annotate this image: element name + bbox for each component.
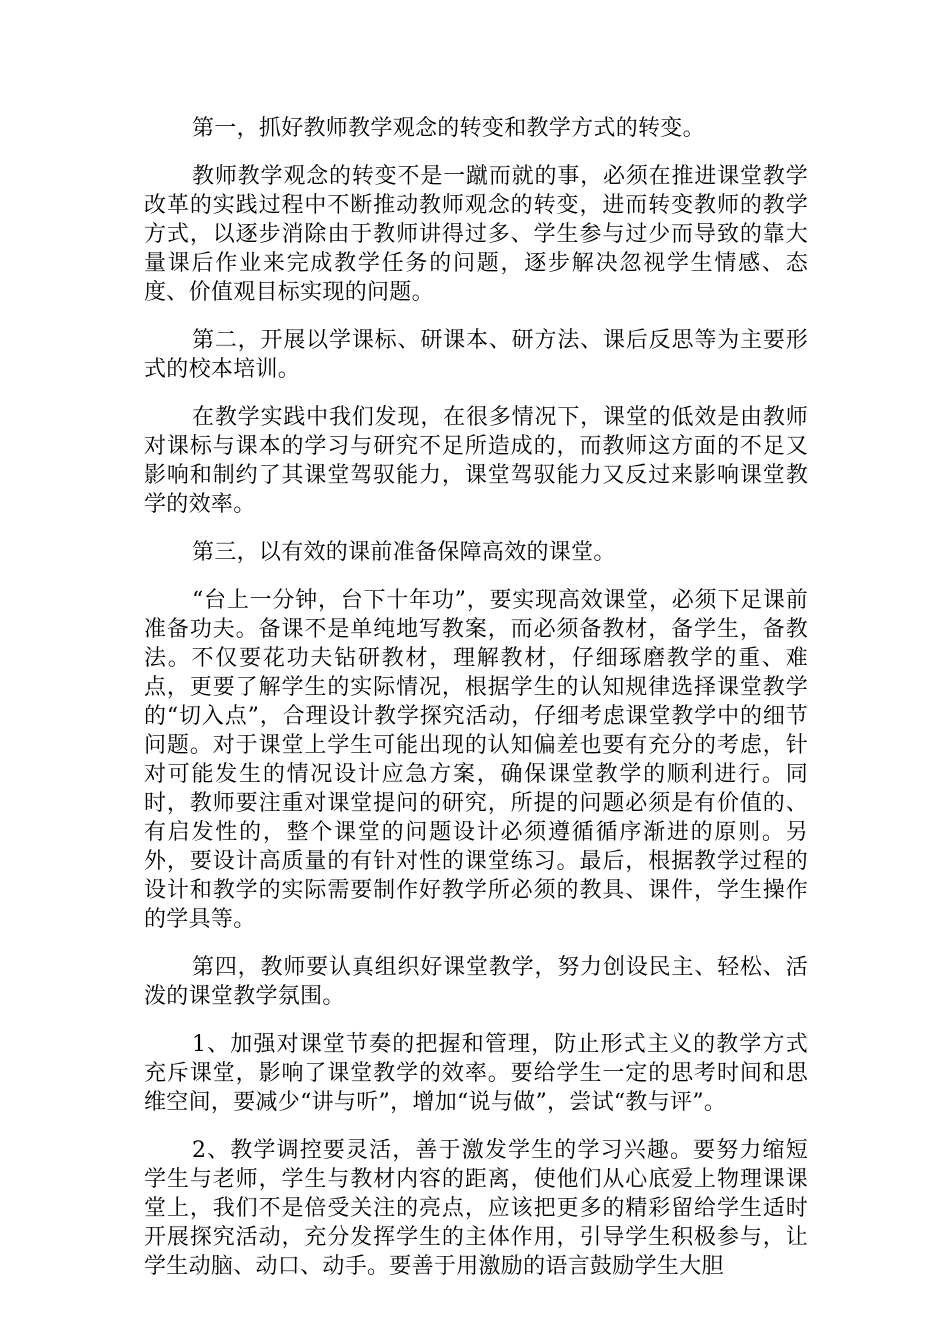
paragraph-teaching-concept: 教师教学观念的转变不是一蹴而就的事，必须在推进课堂教学改革的实践过程中不断推动教师观念的转变，进而转变教师的教学方式，以逐步消除由于教师讲得过多、学生参与过少而导致的靠大量课后作业来完成教学任务的问题，逐步解决忽视学生情感、态度、价值观目标实现的问题。 (144, 164, 808, 305)
paragraph-point-two-heading: 第二，开展以学课标、研课本、研方法、课后反思等为主要形式的校本培训。 (144, 328, 808, 382)
paragraph-low-efficiency: 在教学实践中我们发现，在很多情况下，课堂的低效是由教师对课标与课本的学习与研究不足所造成的，而教师这方面的不足又影响和制约了其课堂驾驭能力，课堂驾驭能力又反过来影响课堂教学的效率。 (144, 405, 808, 517)
paragraph-lesson-preparation: “台上一分钟，台下十年功”，要实现高效课堂，必须下足课前准备功夫。备课不是单纯地写教案，而必须备教材，备学生，备教法。不仅要花功夫钻研教材，理解教材，仔细琢磨教学的重、难点，更要了解学生的实际情况，根据学生的认知规律选择课堂教学的“切入点”，合理设计教学探究活动，仔细考虑课堂教学中的细节问题。对于课堂上学生可能出现的认知偏差也要有充分的考虑，针对可能发生的情况设计应急方案，确保课堂教学的顺利进行。同时，教师要注重对课堂提问的研究，所提的问题必须是有价值的、有启发性的，整个课堂的问题设计必须遵循循序渐进的原则。另外，要设计高质量的有针对性的课堂练习。最后，根据教学过程的设计和教学的实际需要制作好教学所必须的教具、课件，学生操作的学具等。 (144, 588, 808, 932)
paragraph-point-one-heading: 第一，抓好教师教学观念的转变和教学方式的转变。 (192, 116, 705, 141)
paragraph-item-two: 2、教学调控要灵活，善于激发学生的学习兴趣。要努力缩短学生与老师，学生与教材内容的距离，使他们从心底爱上物理课课堂上，我们不是倍受关注的亮点，应该把更多的精彩留给学生适时开展探究活动，充分发挥学生的主体作用，引导学生积极参与，让学生动脑、动口、动手。要善于用激励的语言鼓励学生大胆 (144, 1138, 808, 1279)
paragraph-point-three-heading: 第三，以有效的课前准备保障高效的课堂。 (192, 540, 616, 565)
paragraph-item-one: 1、加强对课堂节奏的把握和管理，防止形式主义的教学方式充斥课堂，影响了课堂教学的效率。要给学生一定的思考时间和思维空间，要减少“讲与听”，增加“说与做”，尝试“教与评”。 (144, 1032, 808, 1115)
paragraph-point-four-heading: 第四，教师要认真组织好课堂教学，努力创设民主、轻松、活泼的课堂教学氛围。 (144, 955, 808, 1009)
document-body (144, 114, 808, 1300)
